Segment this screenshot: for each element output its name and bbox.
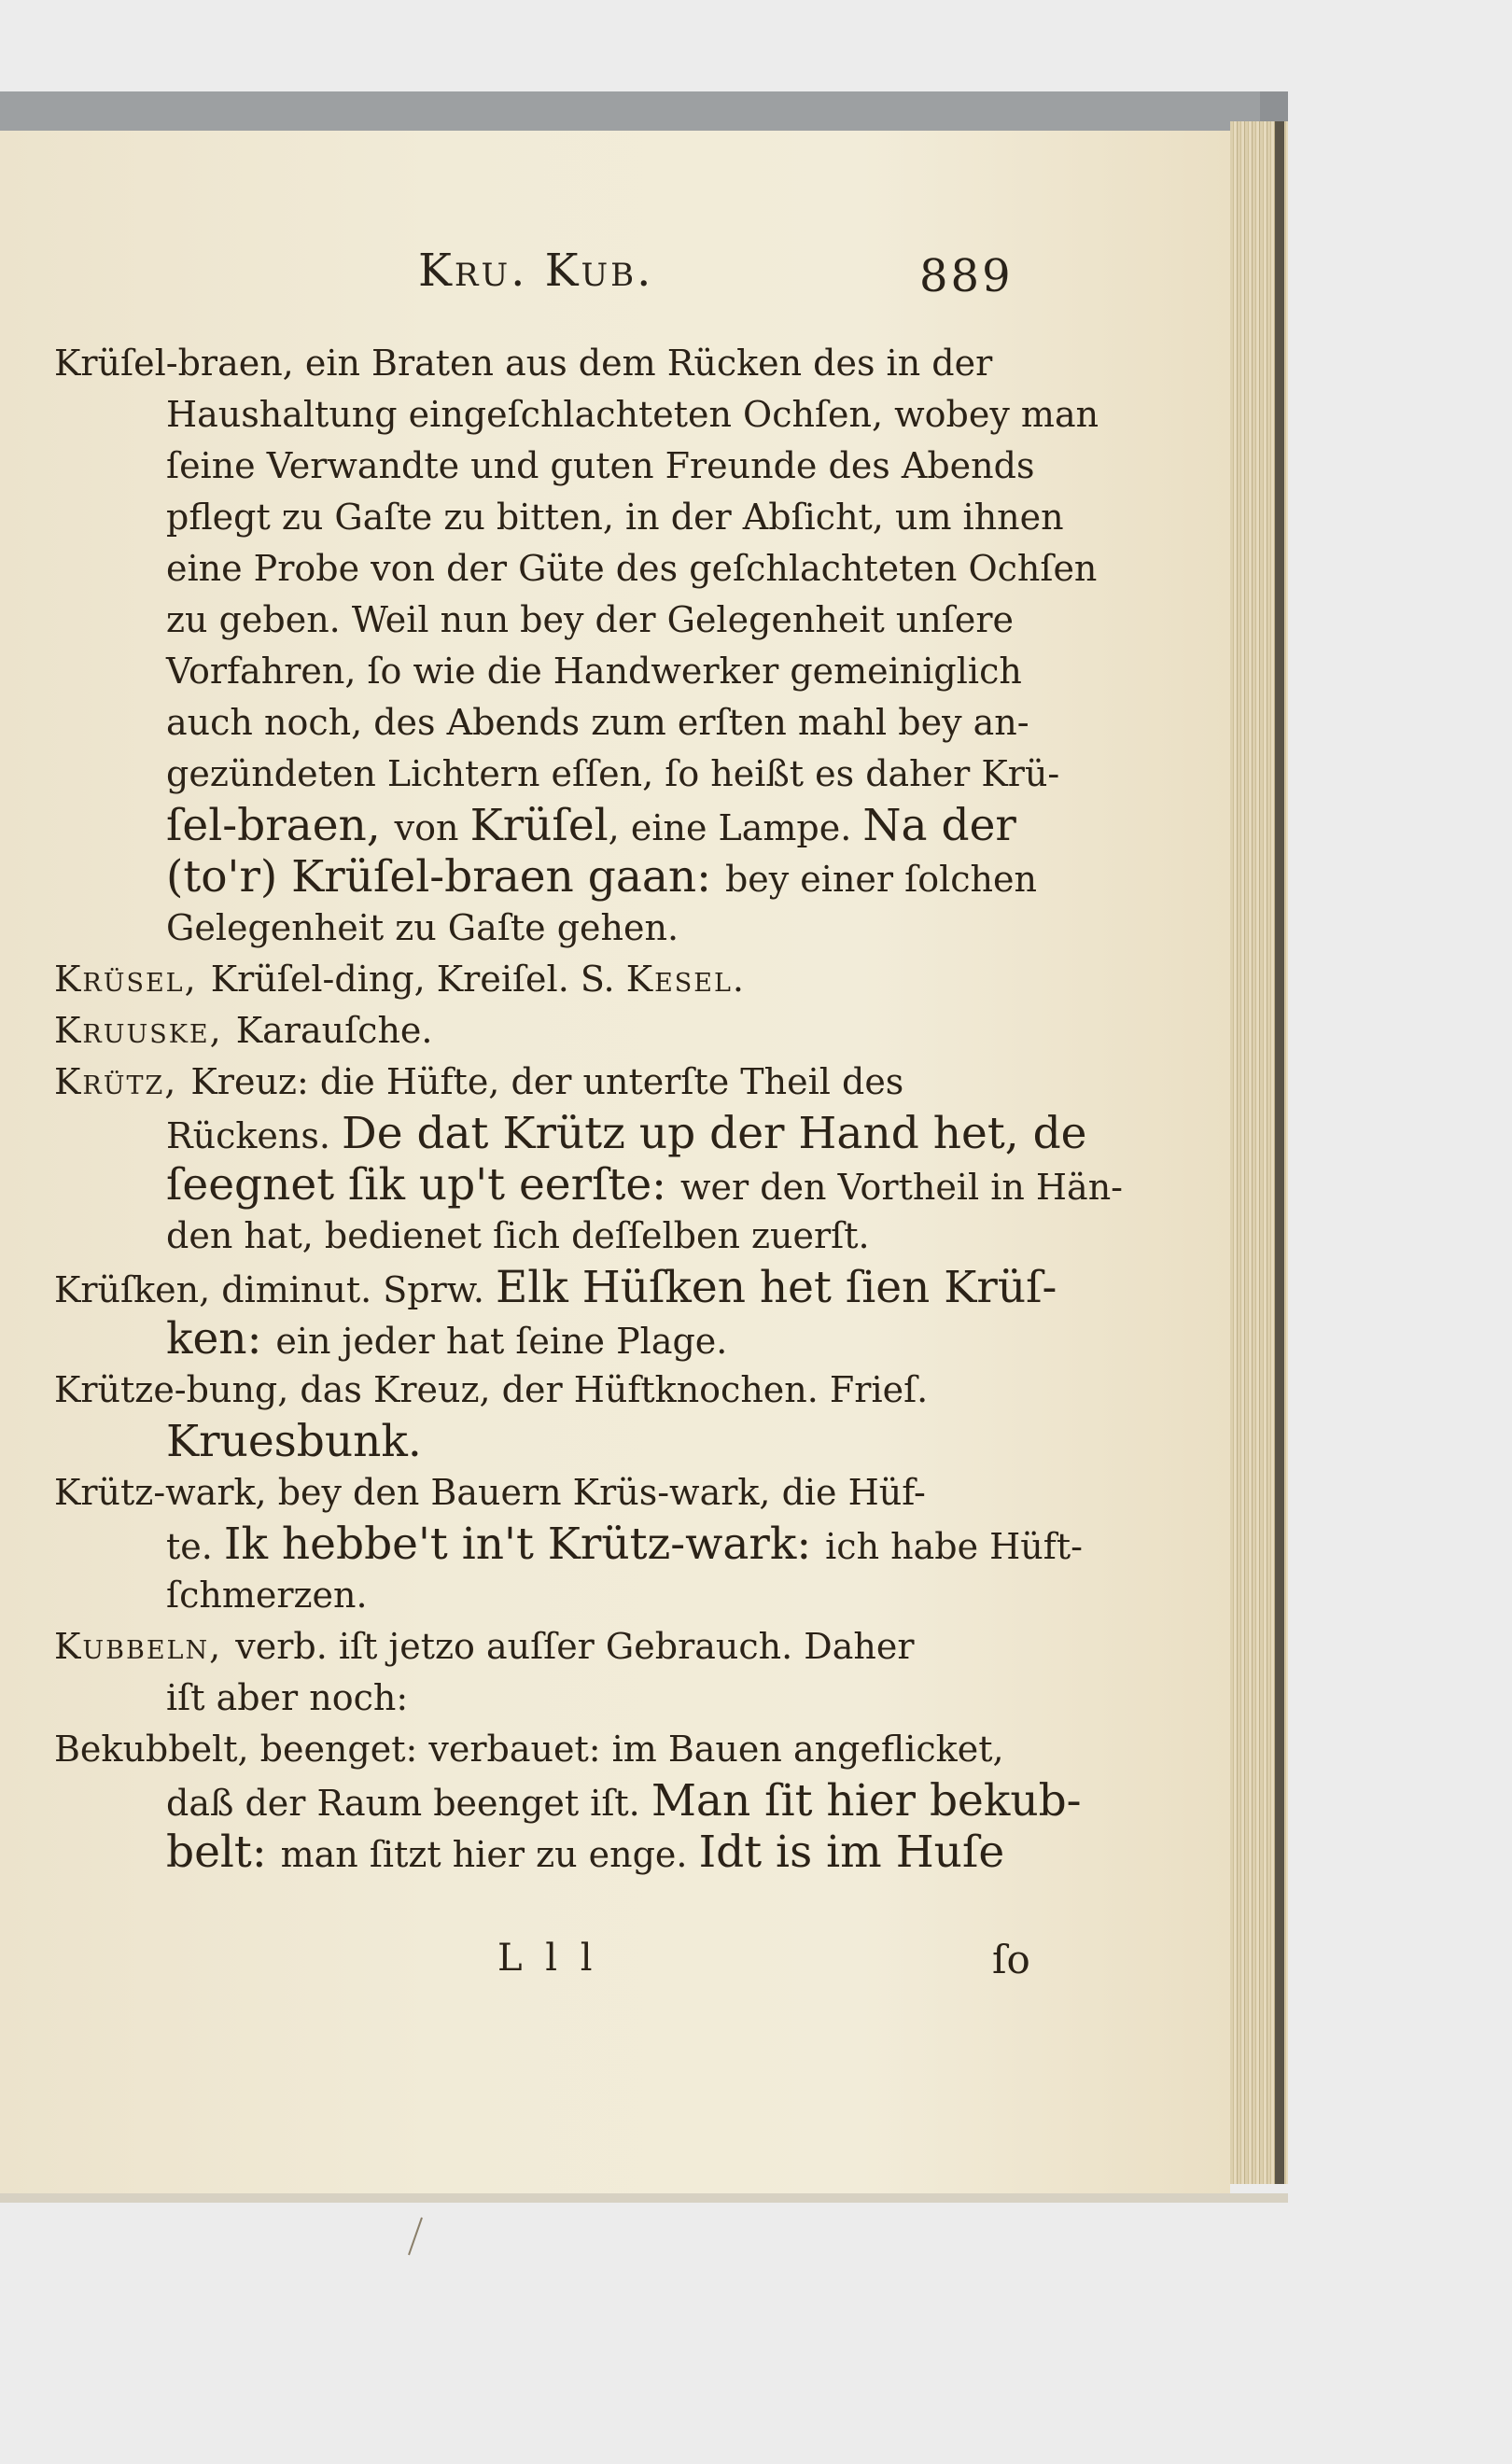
text-line (54, 851, 1037, 903)
text-line (54, 800, 1025, 851)
text-run: Man ſit hier bekub- (651, 1775, 1082, 1827)
text-run: Ik hebbe't in't Krütz-wark: (223, 1519, 826, 1570)
text-run: eine Probe von der Güte des geſchlachteten Ochſen (166, 548, 1098, 589)
text-run: bey einer ſolchen (724, 859, 1037, 900)
text-run: iſt aber noch: (166, 1677, 409, 1718)
text-line (54, 1570, 1025, 1621)
text-run: De dat Krütz up der Hand het, de (342, 1108, 1087, 1159)
running-head-title: Kru. Kub. (418, 245, 654, 297)
text-run: Krütz-wark, bey den Bauern Krüs-wark, die Hüf- (54, 1472, 926, 1513)
text-run: Haushaltung eingeſchlachteten Ochſen, wobey man (166, 394, 1099, 435)
text-run: ſchmerzen. (166, 1575, 368, 1616)
text-run: pflegt zu Gaſte zu bitten, in der Abſicht, um ihnen (166, 497, 1064, 538)
text-line (54, 492, 1064, 543)
text-line (54, 441, 1035, 492)
catchword: ſo (992, 1937, 1030, 1982)
text-run: auch noch, des Abends zum erſten mahl bey an- (166, 702, 1029, 743)
entry-headword: Kubbeln, (54, 1626, 236, 1667)
text-line (54, 1467, 1025, 1519)
scan-shadow-top (0, 91, 1279, 136)
text-line (54, 1262, 1057, 1313)
text-run: Vorfahren, ſo wie die Handwerker gemeiniglich (166, 651, 1022, 692)
text-run: verb. iſt jetzo auſſer Gebrauch. Daher (235, 1626, 915, 1667)
text-run: ich habe Hüft- (825, 1526, 1083, 1567)
text-run: ſel-braen, (166, 800, 395, 851)
text-line (54, 1365, 1025, 1416)
text-run: Kruesbunk. (166, 1416, 422, 1467)
text-line (54, 903, 1025, 954)
text-run: Krüſken, diminut. Sprw. (54, 1269, 496, 1310)
text-run: , eine Lampe. (608, 807, 863, 848)
text-run: ein jeder hat ſeine Plage. (275, 1321, 728, 1362)
text-run: te. (166, 1526, 224, 1567)
text-line (54, 1108, 1087, 1159)
text-line (54, 1159, 1124, 1211)
signature-mark: L l l (497, 1937, 598, 1980)
pencil-mark-icon (401, 2214, 429, 2261)
text-line (54, 1416, 1025, 1467)
book-edge-shadow (1275, 121, 1284, 2184)
text-line (54, 543, 1098, 595)
text-line (54, 1057, 1025, 1108)
text-run: Krüſel (469, 800, 609, 851)
text-run: ein Braten aus dem Rücken des in der (304, 343, 993, 384)
entry-headword: Kruuske, (54, 1010, 236, 1051)
text-run: Krütze-bung, das Kreuz, der Hüftknochen. (54, 1369, 830, 1410)
text-run: Karauſche. (235, 1010, 433, 1051)
text-line (54, 1827, 1025, 1878)
text-run: Bekubbelt, beenget: verbauet: im Bauen angeflicket, (54, 1729, 1004, 1770)
text-run: wer den Vortheil in Hän- (679, 1167, 1124, 1208)
text-run: von (394, 807, 470, 848)
text-run: ſeine Verwandte und guten Freunde des Abends (166, 445, 1035, 486)
text-run: Kreuz: die Hüfte, der unterſte Theil des (190, 1061, 904, 1102)
text-line (54, 1211, 1025, 1262)
text-run: Krüſel-braen, (54, 343, 305, 384)
text-line (54, 1724, 1025, 1775)
dictionary-text-block (54, 338, 1124, 1878)
text-run: Krüſel-ding, Kreiſel. S. (210, 959, 626, 1000)
text-line (54, 1005, 1025, 1057)
text-run: Na der (862, 800, 1016, 851)
text-line (54, 1775, 1082, 1827)
text-line (54, 697, 1029, 749)
text-line (54, 954, 1025, 1005)
text-run: ſeegnet ſik up't eerſte: (166, 1159, 680, 1211)
text-run: Frieſ. (829, 1369, 929, 1410)
text-run: belt: (166, 1827, 281, 1878)
running-head (0, 245, 1230, 301)
page-number: 889 (919, 250, 1014, 302)
text-run: Elk Hüſken het ſien Krüſ- (495, 1262, 1057, 1313)
entry-headword: Krütz, (54, 1061, 191, 1102)
text-run: man ſitzt hier zu enge. (280, 1834, 699, 1875)
text-run: Rückens. (166, 1115, 343, 1156)
text-line (54, 646, 1025, 697)
text-run: gezündeten Lichtern eſſen, ſo heißt es daher Krü- (166, 753, 1060, 794)
text-line (54, 1673, 1025, 1724)
text-run: Idt is im Huſe (698, 1827, 1005, 1878)
text-line (54, 389, 1099, 441)
text-line (54, 338, 1025, 389)
text-run: Gelegenheit zu Gaſte gehen. (166, 907, 679, 948)
text-run: (to'r) Krüſel-braen gaan: (166, 851, 725, 903)
entry-headword: Krüsel, (54, 959, 211, 1000)
text-run: den hat, bedienet ſich deſſelben zuerſt. (166, 1215, 870, 1256)
text-run: zu geben. Weil nun bey der Gelegenheit unſere (166, 599, 1014, 640)
text-line (54, 1621, 1025, 1673)
text-line (54, 1519, 1083, 1570)
entry-headword: Kesel. (625, 959, 747, 1000)
text-line (54, 749, 1060, 800)
page-bottom-edge (0, 2193, 1288, 2203)
text-line (54, 595, 1025, 646)
text-run: daß der Raum beenget iſt. (166, 1783, 651, 1824)
text-line (54, 1313, 1025, 1365)
text-run: ken: (166, 1313, 276, 1365)
